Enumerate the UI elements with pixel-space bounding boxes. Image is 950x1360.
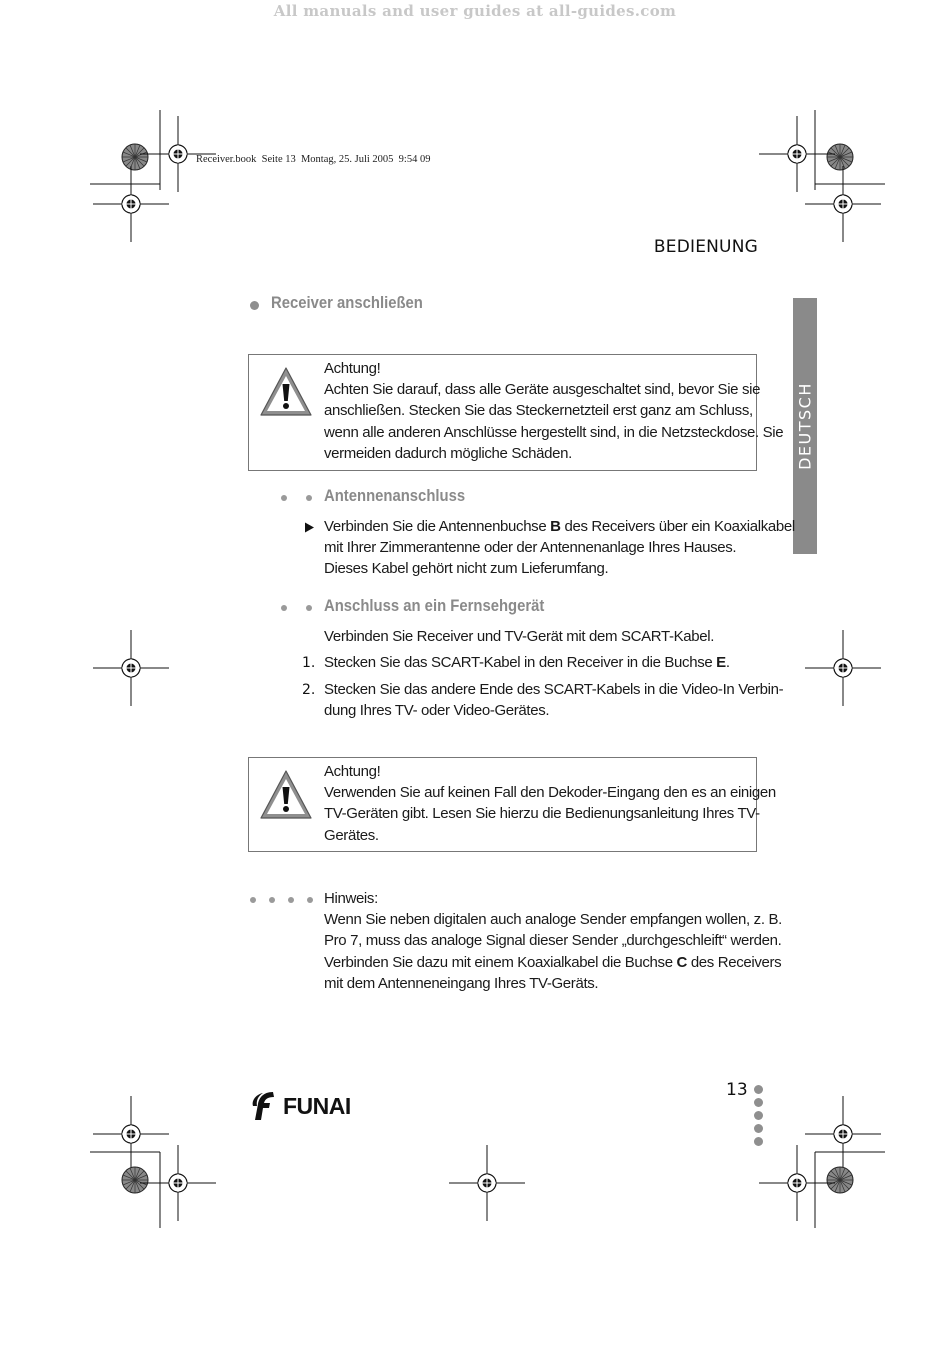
section-header: BEDIENUNG [653,237,758,257]
funai-logo-icon [249,1090,279,1122]
warning-line: anschließen. Stecken Sie das Steckernetzteil erst ganz am Schluss, [324,402,753,420]
arrow-right-icon [304,522,315,533]
warning-line: Achten Sie darauf, dass alle Geräte ausgeschaltet sind, bevor Sie sie [324,381,761,399]
funai-logo-text: FUNAI [283,1092,351,1119]
bullet-dot [288,897,294,903]
page-dot [754,1111,763,1120]
funai-logo [249,1090,351,1122]
section-heading-antenna: Antennenanschluss [324,487,466,505]
page-title: Receiver anschließen [271,294,423,312]
step-text: Stecken Sie das andere Ende des SCART-Kabels in die Video-In Verbin- dung Ihres TV- oder Video-Gerätes. [324,681,784,720]
warning-triangle-icon [259,365,313,419]
bullet-dot [250,301,259,310]
language-tab-label: DEUTSCH [795,382,815,470]
bullet-dot [306,605,312,611]
warning-line: vermeiden dadurch mögliche Schäden. [324,444,572,462]
bullet-dot [269,897,275,903]
page-dot [754,1124,763,1133]
warning-line: wenn alle anderen Anschlüsse hergestellt sind, in die Netzsteckdose. Sie [324,423,784,441]
section-heading-tv: Anschluss an ein Fernsehgerät [324,597,545,615]
bullet-dot [281,605,287,611]
note-text: Hinweis: Wenn Sie neben digitalen auch analoge Sender empfangen wollen, z. B. Pro 7, muss das analoge Signal dieser Sender „durchgeschleift“ werden. Verbinden Sie dazu mit einem Koaxialkabel die Buchse C des Receivers mit dem Antenneneingang Ihres TV-Geräts. [324,890,782,992]
step-text: Stecken Sie das SCART-Kabel in den Receiver in die Buchse E. [324,654,730,671]
instruction-line: Verbinden Sie die Antennenbuchse B des Receivers über ein Koaxialkabel [324,518,795,535]
note-label: Hinweis: [324,890,378,907]
warning-label: Achtung! [324,360,381,377]
bullet-dot [306,495,312,501]
warning-line: Gerätes. [324,826,379,844]
print-info: Receiver.book Seite 13 Montag, 25. Juli 2005 9:54 09 [196,154,431,165]
warning-line: TV-Geräten gibt. Lesen Sie hierzu die Bedienungsanleitung Ihres TV- [324,805,760,823]
bullet-dot [250,897,256,903]
antenna-instructions [324,516,795,580]
bullet-dot [307,897,313,903]
instruction-line: Dieses Kabel gehört nicht zum Lieferumfang. [324,560,609,578]
step-number: 1. [302,655,316,671]
page-number: 13 [726,1080,748,1100]
step-number: 2. [302,682,316,698]
warning-line: Verwenden Sie auf keinen Fall den Dekoder-Eingang den es an einigen [324,784,776,802]
warning-label: Achtung! [324,763,381,780]
language-tab [793,298,817,554]
warning-triangle-icon [259,768,313,822]
bullet-dot [281,495,287,501]
watermark: All manuals and user guides at all-guides.com [273,2,677,20]
warning-text [324,761,776,846]
instruction-line: mit Ihrer Zimmerantenne oder der Antennenanlage Ihres Hauses. [324,539,737,557]
tv-intro: Verbinden Sie Receiver und TV-Gerät mit dem SCART-Kabel. [324,628,715,645]
page-dot [754,1137,763,1146]
page-dot [754,1085,763,1094]
warning-text [324,358,783,464]
page-dot [754,1098,763,1107]
